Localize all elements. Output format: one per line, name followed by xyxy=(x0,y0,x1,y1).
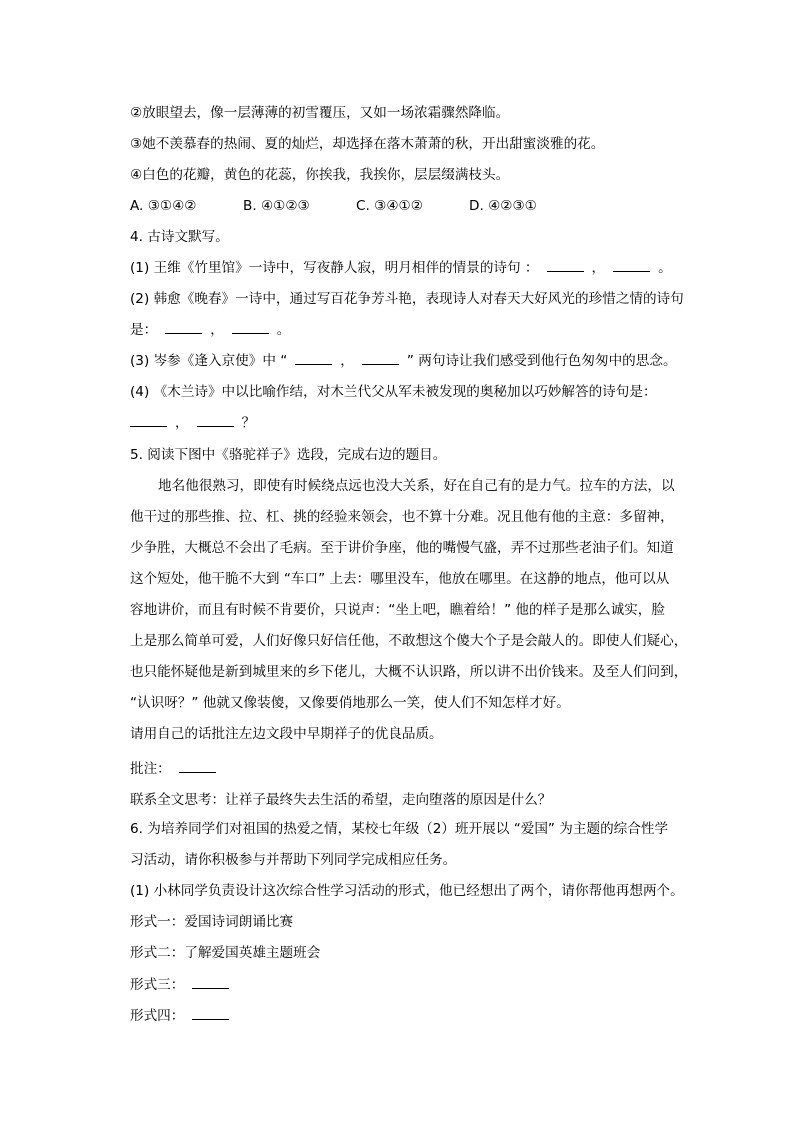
answer-blank[interactable] xyxy=(547,257,584,272)
q4-part3-text-b: ” 两句诗让我们感受到他行色匆匆中的思念。 xyxy=(406,353,677,369)
option-d: D. ④②③① xyxy=(469,198,537,214)
answer-blank[interactable] xyxy=(165,319,202,334)
answer-blank[interactable] xyxy=(295,350,332,365)
form-4 xyxy=(130,1001,710,1032)
q5-task1: 请用自己的话批注左边文段中早期祥子的优良品质。 xyxy=(130,726,443,742)
comma: ， xyxy=(210,322,224,338)
q4-part2b-text: 是： xyxy=(130,322,158,338)
passage-line: 上是那么简单可爱，人们好像只好信任他，不敢想这个傻大个子是会敲人的。即使人们疑心， xyxy=(130,633,688,649)
q4-part1-text: (1) 王维《竹里馆》一诗中，写夜静人寂，明月相伴的情景的诗句 ： xyxy=(130,260,539,276)
question-mark: ？ xyxy=(241,415,256,431)
note-label: 批注： xyxy=(130,761,171,777)
form-1: 形式一：爱国诗词朗诵比赛 xyxy=(130,914,294,930)
answer-blank[interactable] xyxy=(613,257,650,272)
q4-part1 xyxy=(130,253,710,284)
option-a: A. ③①④② xyxy=(130,198,197,214)
option-c: C. ③④①② xyxy=(356,198,423,214)
form-2: 形式二：了解爱国英雄主题班会 xyxy=(130,945,321,961)
period: 。 xyxy=(658,260,672,276)
passage-line: 他干过的那些推、拉、杠、挑的经验来领会，也不算十分难。况且他有他的主意：多留神， xyxy=(130,509,674,525)
sentence-4: ④白色的花瓣，黄色的花蕊，你挨我，我挨你，层层缀满枝头。 xyxy=(130,167,510,183)
period: 。 xyxy=(276,322,291,338)
passage-line: 容地讲价，而且有时候不肯要价，只说声：“坐上吧，瞧着给！” 他的样子是那么诚实，脸 xyxy=(130,602,665,618)
passage-line: “认识呀？” 他就又像装傻，又像要俏地那么一笑，使人们不知怎样才好。 xyxy=(130,695,570,711)
answer-blank[interactable] xyxy=(130,412,167,427)
answer-blank[interactable] xyxy=(232,319,269,334)
comma: ， xyxy=(340,353,354,369)
comma: ， xyxy=(175,415,189,431)
answer-blank[interactable] xyxy=(197,412,234,427)
sentence-3: ③她不羡慕春的热闹、夏的灿烂，却选择在落木萧萧的秋，开出甜蜜淡雅的花。 xyxy=(130,136,605,152)
q6-part1: (1) 小林同学负责设计这次综合性学习活动的形式，他已经想出了两个，请你帮他再想两个。 xyxy=(130,883,684,899)
sentence-2: ②放眼望去，像一层薄薄的初雪覆压，又如一场浓霜骤然降临。 xyxy=(130,105,510,121)
passage-line: 这个短处，他干脆不大到 “车口” 上去：哪里没车，他放在哪里。在这静的地点，他可以从 xyxy=(130,571,670,587)
answer-blank[interactable] xyxy=(192,1005,229,1020)
q6-title-b: 习活动，请你积极参与并帮助下列同学完成相应任务。 xyxy=(130,852,457,868)
form-3 xyxy=(130,970,710,1001)
q6-title-a: 6. 为培养同学们对祖国的热爱之情，某校七年级（2）班开展以 “爱国” 为主题的综合性学 xyxy=(130,821,669,837)
q4-part2a: (2) 韩愈《晚春》一诗中，通过写百花争芳斗艳，表现诗人对春天大好风光的珍惜之情的诗句 xyxy=(130,291,684,307)
q5-title: 5. 阅读下图中《骆驼祥子》选段，完成右边的题目。 xyxy=(130,447,447,463)
passage-line: 地名他很熟习，即使有时候绕点远也没大关系，好在自己有的是力气。拉车的方法，以 xyxy=(158,478,675,494)
comma: ， xyxy=(591,260,606,276)
q4-part4-answer xyxy=(130,408,710,439)
answer-blank[interactable] xyxy=(362,350,399,365)
answer-blank[interactable] xyxy=(179,758,216,773)
q4-title: 4. 古诗文默写。 xyxy=(130,229,229,245)
q3-options xyxy=(130,191,710,222)
passage-line: 也只能怀疑他是新到城里来的乡下佬儿，大概不认识路，所以讲不出价钱来。及至人们问到， xyxy=(130,664,688,680)
form-3-label: 形式三： xyxy=(130,977,185,993)
q4-part2b xyxy=(130,315,710,346)
q4-part3-text-a: (3) 岑参《逢入京使》中 “ xyxy=(130,353,288,369)
q5-note xyxy=(130,754,710,785)
answer-blank[interactable] xyxy=(192,974,229,989)
q4-part4: (4) 《木兰诗》中以比喻作结，对木兰代父从军未被发现的奥秘加以巧妙解答的诗句是： xyxy=(130,384,657,400)
passage-line: 少争胜，大概总不会出了毛病。至于讲价争座，他的嘴慢气盛，弄不过那些老油子们。知道 xyxy=(130,540,674,556)
q5-task2: 联系全文思考：让祥子最终失去生活的希望，走向堕落的原因是什么？ xyxy=(130,792,552,808)
q4-part3 xyxy=(130,346,710,377)
form-4-label: 形式四： xyxy=(130,1008,185,1024)
option-b: B. ④①②③ xyxy=(243,198,310,214)
